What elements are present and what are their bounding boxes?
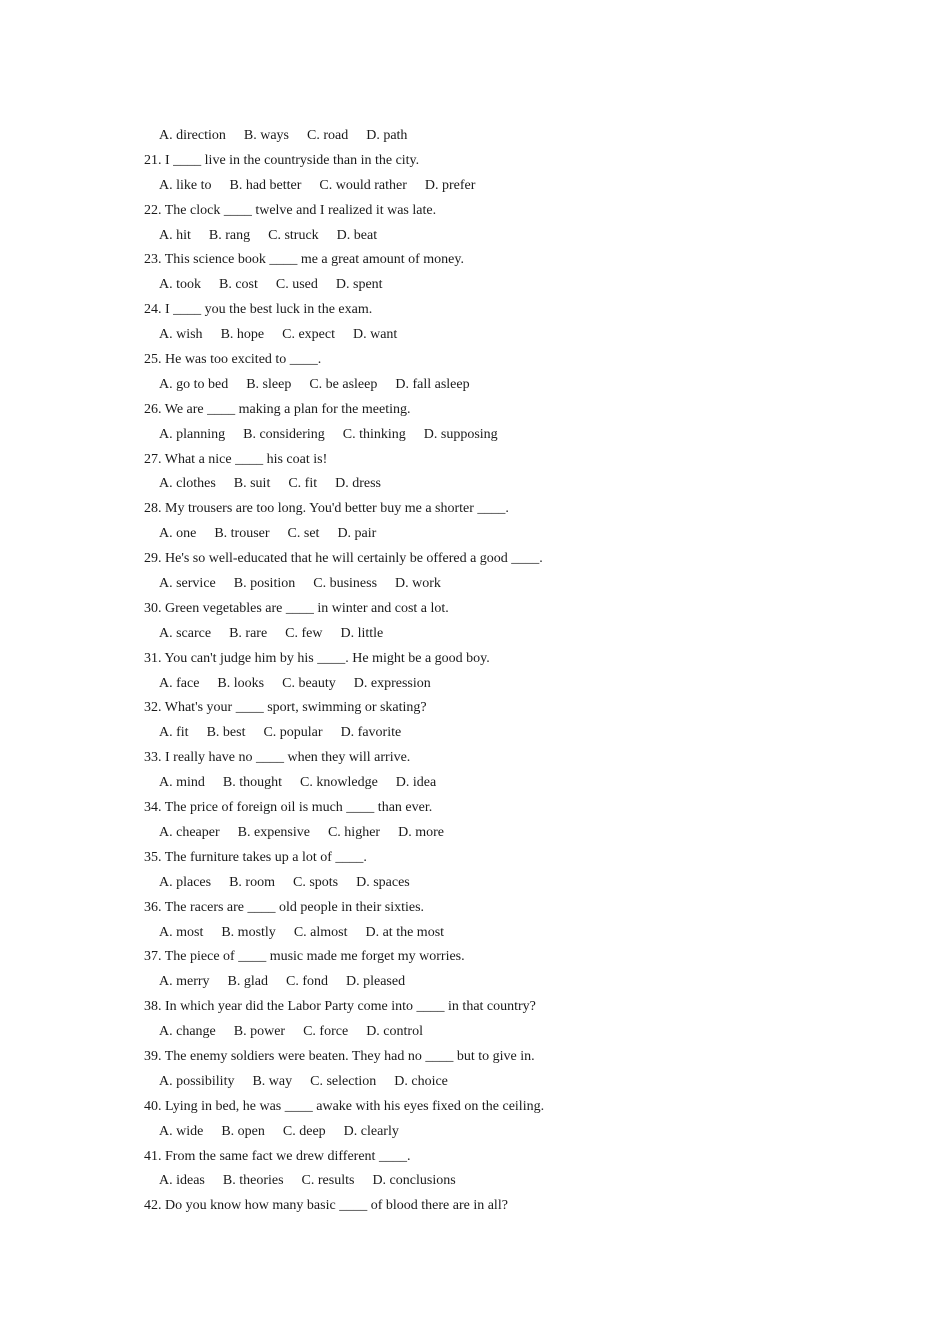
answer-option: D. supposing	[423, 426, 498, 442]
answer-options	[144, 921, 844, 946]
question-text: 32. What's your ____ sport, swimming or skating?	[144, 700, 427, 716]
answer-option: A. direction	[159, 128, 226, 143]
answer-option: B. suit	[233, 476, 271, 492]
answer-options	[144, 721, 844, 746]
answer-option: A. wish	[159, 327, 203, 343]
answer-option: B. expensive	[237, 824, 310, 840]
answer-option: A. fit	[159, 725, 189, 741]
answer-option: D. beat	[336, 227, 378, 243]
answer-option: A. merry	[159, 974, 210, 990]
question-text: 30. Green vegetables are ____ in winter and cost a lot.	[144, 600, 449, 616]
answer-options	[144, 1070, 844, 1095]
answer-options	[144, 323, 844, 348]
answer-option: A. like to	[159, 177, 212, 193]
question-text: 29. He's so well-educated that he will certainly be offered a good ____.	[144, 551, 543, 567]
question-text: 24. I ____ you the best luck in the exam.	[144, 302, 373, 318]
answer-option: B. had better	[229, 177, 302, 193]
answer-option: C. selection	[310, 1073, 377, 1089]
answer-option: C. knowledge	[300, 775, 378, 791]
answer-options	[144, 373, 844, 398]
answer-option: D. work	[395, 576, 441, 592]
answer-option: B. glad	[227, 974, 268, 990]
answer-option: B. power	[233, 1024, 286, 1040]
answer-option: B. sleep	[246, 376, 292, 392]
answer-option: D. clearly	[343, 1123, 399, 1139]
answer-option: C. business	[313, 576, 378, 592]
question-text: 35. The furniture takes up a lot of ____.	[144, 849, 367, 865]
answer-option: B. rare	[229, 625, 268, 641]
answer-option: D. conclusions	[372, 1173, 456, 1189]
question-text: 22. The clock ____ twelve and I realized it was late.	[144, 202, 437, 218]
question-text: 40. Lying in bed, he was ____ awake with his eyes fixed on the ceiling.	[144, 1098, 545, 1114]
answer-option: C. results	[301, 1173, 355, 1189]
answer-option: B. trouser	[214, 526, 270, 542]
answer-option: A. took	[159, 277, 201, 293]
answer-option: D. prefer	[424, 177, 476, 193]
question-text: 42. Do you know how many basic ____ of blood there are in all?	[144, 1198, 508, 1214]
answer-option: B. theories	[222, 1173, 284, 1189]
question-text: 23. This science book ____ me a great amount of money.	[144, 252, 464, 268]
answer-option: C. deep	[282, 1123, 326, 1139]
answer-option: C. popular	[263, 725, 323, 741]
question-text: 26. We are ____ making a plan for the meeting.	[144, 401, 411, 417]
answer-option: A. go to bed	[159, 376, 229, 392]
answer-options	[144, 1120, 844, 1145]
answer-option: D. at the most	[365, 924, 445, 940]
answer-option: B. looks	[217, 675, 265, 691]
question-text: 39. The enemy soldiers were beaten. They had no ____ but to give in.	[144, 1048, 535, 1064]
answer-options	[144, 273, 844, 298]
answer-option: D. little	[340, 625, 384, 641]
answer-option: D. fall asleep	[395, 376, 470, 392]
answer-options	[144, 224, 844, 249]
answer-option: C. fond	[286, 974, 328, 990]
answer-option: A. places	[159, 874, 212, 890]
answer-option: A. clothes	[159, 476, 216, 492]
question-text: 25. He was too excited to ____.	[144, 352, 322, 368]
answer-option: D. idea	[395, 775, 437, 791]
answer-option: D. expression	[353, 675, 431, 691]
question-text: 37. The piece of ____ music made me forget my worries.	[144, 949, 465, 965]
question-text: 36. The racers are ____ old people in their sixties.	[144, 899, 425, 915]
answer-option: D. dress	[335, 476, 382, 492]
answer-option: A. wide	[159, 1123, 204, 1139]
answer-option: A. change	[159, 1024, 216, 1040]
answer-option: A. most	[159, 924, 204, 940]
answer-option: D. favorite	[340, 725, 402, 741]
answer-option: A. ideas	[159, 1173, 205, 1189]
answer-option: A. planning	[159, 426, 226, 442]
question-text: 27. What a nice ____ his coat is!	[144, 451, 328, 467]
exercise-document	[144, 124, 844, 1219]
question-text: 34. The price of foreign oil is much ____ than ever.	[144, 800, 433, 816]
answer-option: A. mind	[159, 775, 205, 791]
answer-options	[144, 1020, 844, 1045]
answer-option: C. force	[303, 1024, 349, 1040]
answer-option: C. be asleep	[309, 376, 378, 392]
answer-option: C. set	[287, 526, 320, 542]
answer-option: D. spaces	[356, 874, 410, 890]
answer-option: C. fit	[288, 476, 318, 492]
answer-options	[144, 1169, 844, 1194]
answer-option: B. cost	[219, 277, 258, 293]
answer-option: D. more	[398, 824, 444, 840]
answer-option: A. cheaper	[159, 824, 220, 840]
question-text: 21. I ____ live in the countryside than in the city.	[144, 152, 420, 168]
answer-option: C. few	[285, 625, 323, 641]
answer-option: C. struck	[268, 227, 319, 243]
answer-option: B. room	[229, 874, 275, 890]
answer-option: A. service	[159, 576, 216, 592]
answer-option: C. would rather	[319, 177, 407, 193]
answer-option: D. path	[366, 128, 408, 143]
answer-option: A. hit	[159, 227, 191, 243]
answer-option: C. road	[307, 128, 349, 143]
answer-option: D. pair	[337, 526, 377, 542]
answer-option: B. way	[252, 1073, 293, 1089]
answer-option: D. control	[366, 1024, 423, 1040]
answer-option: C. beauty	[282, 675, 336, 691]
answer-option: D. pleased	[346, 974, 406, 990]
answer-option: B. thought	[222, 775, 283, 791]
answer-option: C. higher	[327, 824, 381, 840]
answer-options	[144, 423, 844, 448]
answer-option: B. mostly	[221, 924, 276, 940]
question-text: 33. I really have no ____ when they will arrive.	[144, 750, 411, 766]
answer-options	[144, 871, 844, 896]
answer-options	[144, 771, 844, 796]
answer-option: A. possibility	[159, 1073, 235, 1089]
answer-options	[144, 672, 844, 697]
answer-option: A. scarce	[159, 625, 212, 641]
answer-option: C. thinking	[342, 426, 406, 442]
answer-options	[144, 124, 844, 149]
answer-options	[144, 174, 844, 199]
answer-option: C. spots	[292, 874, 339, 890]
question-text: 41. From the same fact we drew different ____.	[144, 1148, 411, 1164]
answer-options	[144, 622, 844, 647]
answer-option: D. choice	[394, 1073, 448, 1089]
answer-option: B. open	[221, 1123, 265, 1139]
answer-option: C. used	[275, 277, 318, 293]
answer-option: B. position	[233, 576, 296, 592]
answer-option: A. one	[159, 526, 197, 542]
answer-option: D. spent	[335, 277, 383, 293]
answer-options	[144, 522, 844, 547]
answer-option: B. hope	[220, 327, 265, 343]
answer-option: C. expect	[282, 327, 335, 343]
question-text: 28. My trousers are too long. You'd better buy me a shorter ____.	[144, 501, 509, 517]
answer-option: A. face	[159, 675, 200, 691]
answer-option: B. considering	[243, 426, 325, 442]
question-text: 31. You can't judge him by his ____. He might be a good boy.	[144, 650, 490, 666]
answer-option: B. best	[206, 725, 246, 741]
answer-options	[144, 472, 844, 497]
answer-option: B. ways	[243, 128, 289, 143]
answer-option: D. want	[353, 327, 398, 343]
answer-option: C. almost	[293, 924, 348, 940]
answer-options	[144, 970, 844, 995]
answer-options	[144, 821, 844, 846]
question-text: 38. In which year did the Labor Party come into ____ in that country?	[144, 999, 536, 1015]
answer-option: B. rang	[208, 227, 251, 243]
answer-options	[144, 572, 844, 597]
